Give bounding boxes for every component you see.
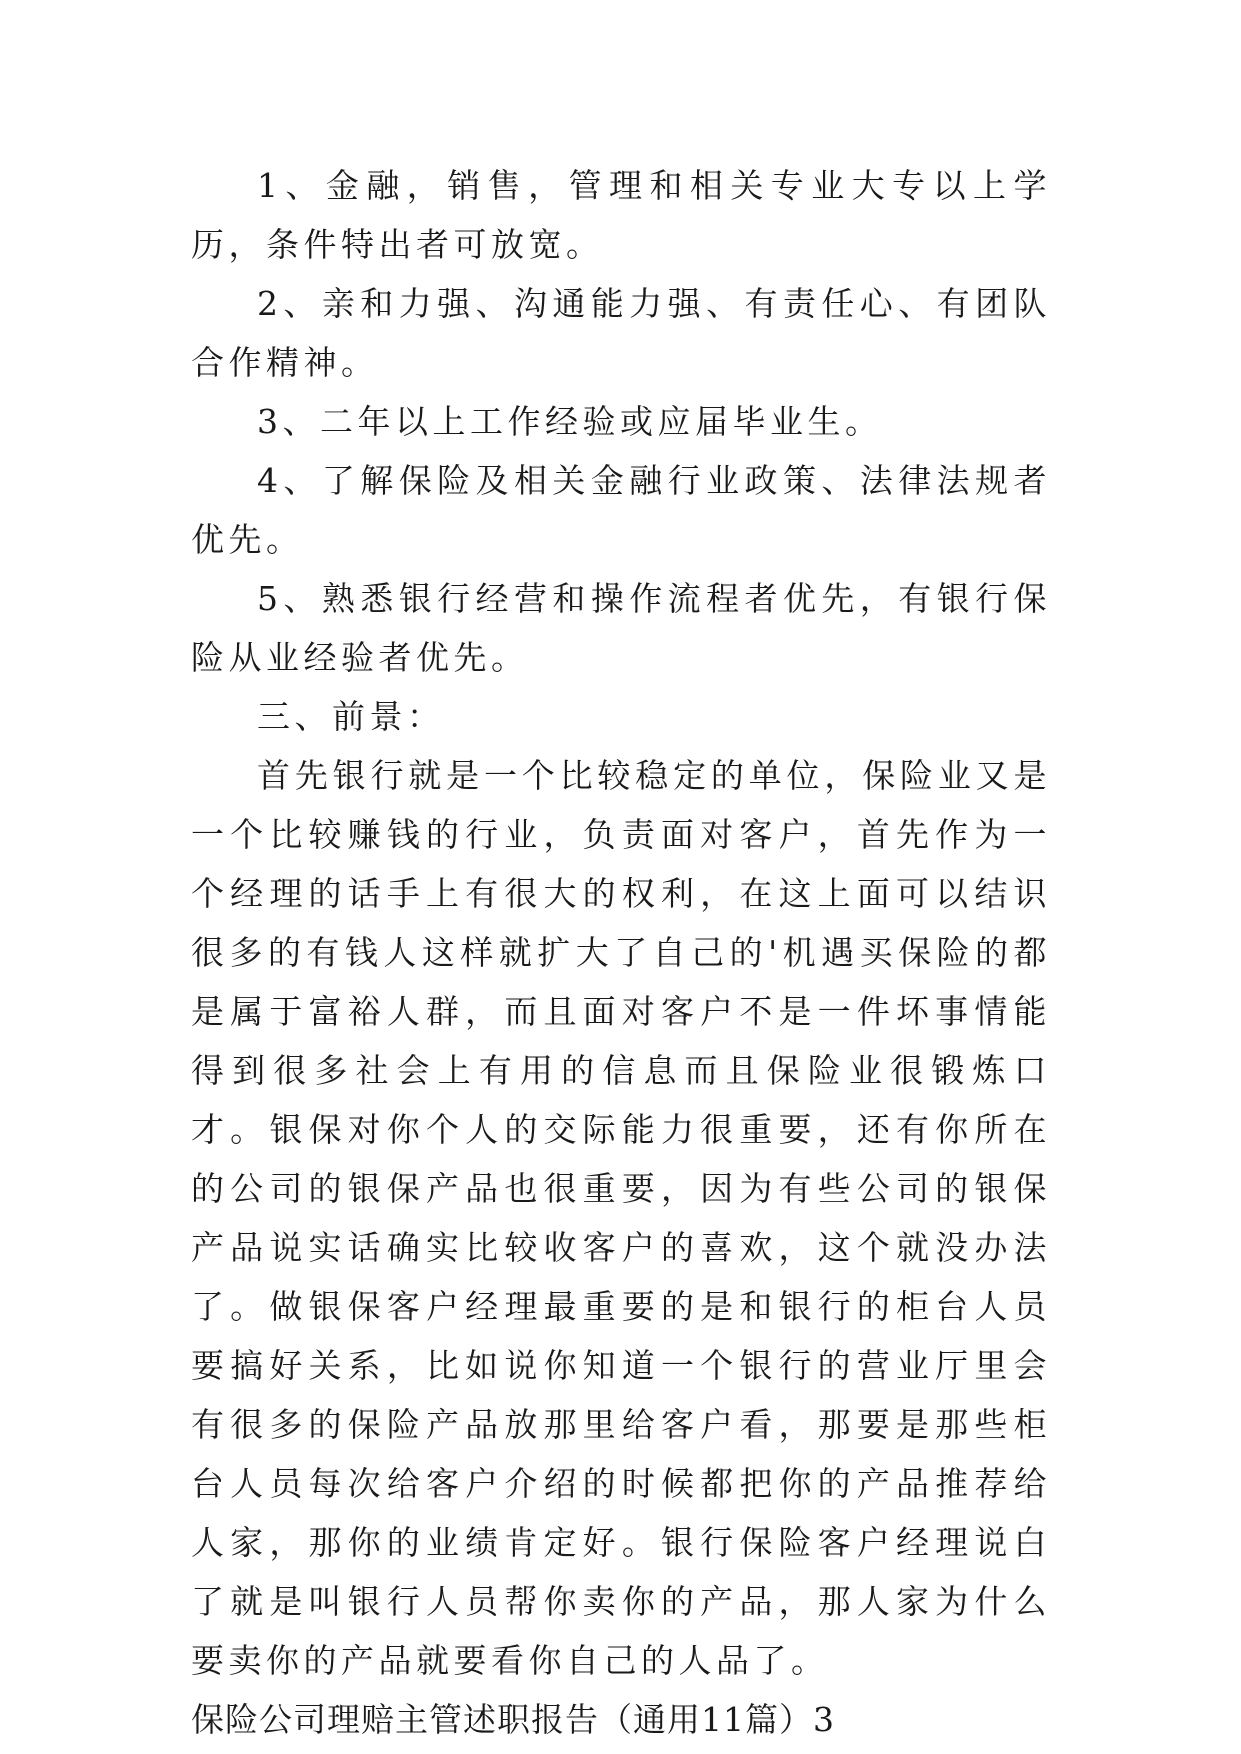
- requirement-2: 2、亲和力强、沟通能力强、有责任心、有团队合作精神。: [191, 284, 1051, 382]
- requirement-4: 4、了解保险及相关金融行业政策、法律法规者优先。: [191, 461, 1051, 559]
- section-heading: 保险公司理赔主管述职报告（通用11篇）3: [191, 1700, 835, 1739]
- requirement-3: 3、二年以上工作经验或应届毕业生。: [257, 402, 883, 441]
- document-body: [191, 156, 1051, 1749]
- requirement-1: 1、金融，销售，管理和相关专业大专以上学历，条件特出者可放宽。: [191, 166, 1051, 264]
- prospects-paragraph: 首先银行就是一个比较稳定的单位，保险业又是一个比较赚钱的行业，负责面对客户，首先作为一个经理的话手上有很大的权利，在这上面可以结识很多的有钱人这样就扩大了自己的'机遇买保险的都是属于富裕人群，而且面对客户不是一件坏事情能得到很多社会上有用的信息而且保险业很锻炼口才。银保对你个人的交际能力很重要，还有你所在的公司的银保产品也很重要，因为有些公司的银保产品说实话确实比较收客户的喜欢，这个就没办法了。做银保客户经理最重要的是和银行的柜台人员要搞好关系，比如说你知道一个银行的营业厅里会有很多的保险产品放那里给客户看，那要是那些柜台人员每次给客户介绍的时候都把你的产品推荐给人家，那你的业绩肯定好。银行保险客户经理说白了就是叫银行人员帮你卖你的产品，那人家为什么要卖你的产品就要看你自己的人品了。: [191, 756, 1051, 1680]
- prospects-title: 三、前景：: [257, 697, 445, 736]
- requirement-5: 5、熟悉银行经营和操作流程者优先，有银行保险从业经验者优先。: [191, 579, 1051, 677]
